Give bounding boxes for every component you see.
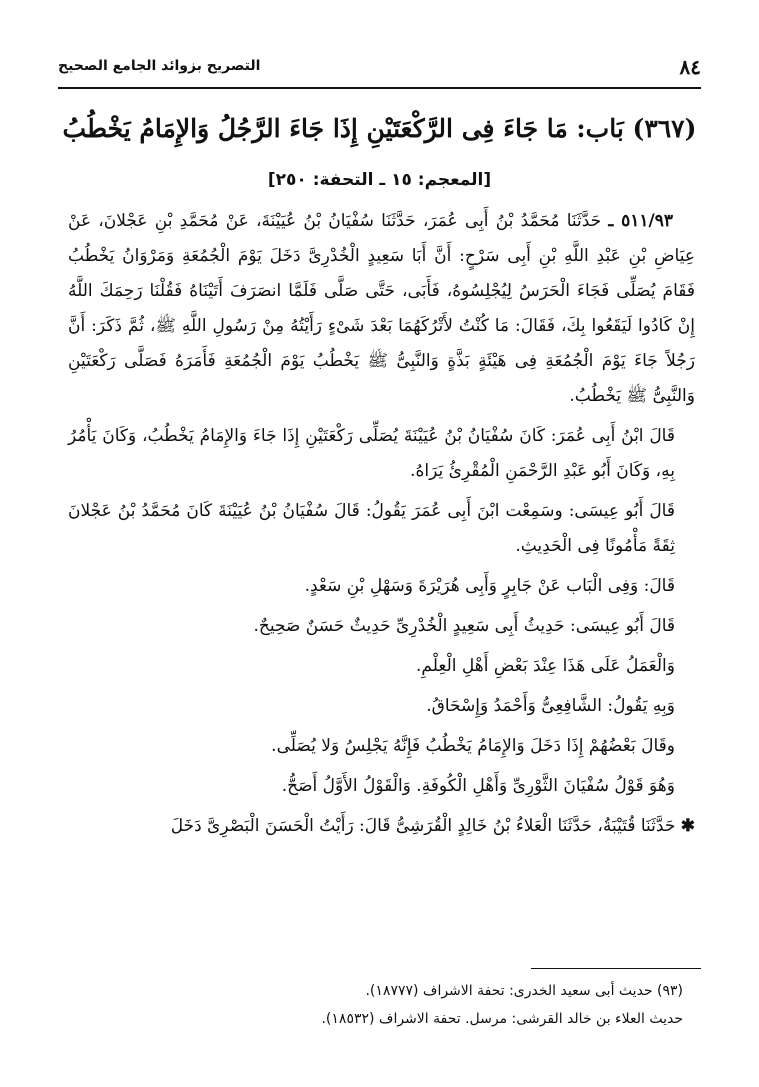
commentary-paragraph: قَالَ ابْنُ أَبِى عُمَرَ: كَانَ سُفْيَانُ بْنُ عُيَيْنَةَ يُصَلِّى رَكْعَتَيْنِ إِذَا جَاءَ وَالإِمَامُ يَخْطُبُ، وَكَانَ يَأْمُرُ بِهِ، وَكَانَ أَبُو عَبْدِ الرَّحْمَنِ الْمُقْرِئُ يَرَاهُ. <box>68 426 675 481</box>
footnote: حديث العلاء بن خالد القرشى: مرسل. تحفة الاشراف (١٨٥٣٢). <box>321 1011 683 1027</box>
page-number: ٨٤ <box>679 55 701 79</box>
commentary-paragraph: وقَالَ بَعْضُهُمْ إِذَا دَخَلَ وَالإِمَامُ يَخْطُبُ فَإِنَّهُ يَجْلِسُ وَلا يُصَلِّى. <box>271 736 675 756</box>
running-title: التصريح بزوائد الجامع الصحيح <box>58 58 261 74</box>
hadith-number: ٥١١/٩٣ ـ <box>608 211 673 231</box>
footnotes <box>58 968 701 1033</box>
commentary-paragraph: قَالَ أَبُو عِيسَى: حَدِيثُ أَبِى سَعِيدٍ الْخُدْرِىِّ حَدِيثٌ حَسَنٌ صَحِيحٌ. <box>253 616 675 636</box>
hadith-text: حَدَّثَنَا مُحَمَّدُ بْنُ أَبِى عُمَرَ، حَدَّثَنَا سُفْيَانُ بْنُ عُيَيْنَةَ، عَنْ مُحَمَّدِ بْنِ عَجْلانَ، عَنْ عِيَاضِ بْنِ عَبْدِ اللَّهِ بْنِ أَبِى سَرْحٍ: أَنَّ أَبَا سَعِيدٍ الْخُدْرِىَّ دَخَلَ يَوْمَ الْجُمُعَةِ وَمَرْوَانُ يَخْطُبُ فَقَامَ يُصَلِّى فَجَاءَ الْحَرَسُ لِيُجْلِسُوهُ، فَأَبَى، حَتَّى صَلَّى فَلَمَّا انصَرَفَ أَتَيْنَاهُ فَقُلْنَا رَحِمَكَ اللَّهُ إِنْ كَادُوا لَيَقَعُوا بِكَ، فَقَالَ: مَا كُنْتُ لأَتْرُكَهُمَا بَعْدَ شَىْءٍ رَأَيْتُهُ مِنْ رَسُولِ اللَّهِ ﷺ، ثُمَّ ذَكَرَ: أَنَّ رَجُلاً جَاءَ يَوْمَ الْجُمُعَةِ فِى هَيْئَةٍ بَذَّةٍ وَالنَّبِىُّ ﷺ يَخْطُبُ يَوْمَ الْجُمُعَةِ فَأَمَرَهُ فَصَلَّى رَكْعَتَيْنِ وَالنَّبِىُّ ﷺ يَخْطُبُ. <box>68 211 695 406</box>
commentary-paragraph: وَبِهِ يَقُولُ: الشَّافِعِىُّ وَأَحْمَدُ وَإِسْحَاقُ. <box>426 696 675 716</box>
header-rule <box>58 87 701 89</box>
footnote: (٩٣) حديث أبى سعيد الخدرى: تحفة الاشراف (١٨٧٧٧). <box>365 983 683 999</box>
star-marker-icon: ✱ <box>680 816 695 836</box>
footnote-divider <box>531 968 701 969</box>
next-hadith-text: حَدَّثَنَا قُتَيْبَةُ، حَدَّثَنَا الْعَلاءُ بْنُ خَالِدٍ الْقُرَشِىُّ قَالَ: رَأَيْتُ الْحَسَنَ الْبَصْرِىَّ دَخَلَ <box>170 816 676 836</box>
chapter-reference: [المعجم: ١٥ ـ التحفة: ٢٥٠] <box>267 170 492 190</box>
main-text <box>68 204 695 844</box>
chapter-title: (٣٦٧) بَاب: مَا جَاءَ فِى الرَّكْعَتَيْنِ إِذَا جَاءَ الرَّجُلُ وَالإِمَامُ يَخْطُبُ <box>62 114 697 143</box>
hadith-paragraph <box>68 204 695 414</box>
page-header <box>58 55 701 89</box>
commentary-paragraph: قَالَ: وَفِى الْبَاب عَنْ جَابِرٍ وَأَبِى هُرَيْرَةَ وَسَهْلِ بْنِ سَعْدٍ. <box>304 576 675 596</box>
commentary-paragraph: قَالَ أَبُو عِيسَى: وسَمِعْت ابْنَ أَبِى عُمَرَ يَقُولُ: قَالَ سُفْيَانُ بْنُ عُيَيْنَةَ كَانَ مُحَمَّدُ بْنُ عَجْلانَ ثِقَةً مَأْمُونًا فِى الْحَدِيثِ. <box>68 501 675 556</box>
commentary-paragraph: وَالْعَمَلُ عَلَى هَذَا عِنْدَ بَعْضِ أَهْلِ الْعِلْمِ. <box>416 656 675 676</box>
next-hadith-line <box>68 809 695 844</box>
commentary-paragraph: وَهُوَ قَوْلُ سُفْيَانَ الثَّوْرِىِّ وَأَهْلِ الْكُوفَةِ. وَالْقَوْلُ الأَوَّلُ أَصَحُّ. <box>281 776 675 796</box>
